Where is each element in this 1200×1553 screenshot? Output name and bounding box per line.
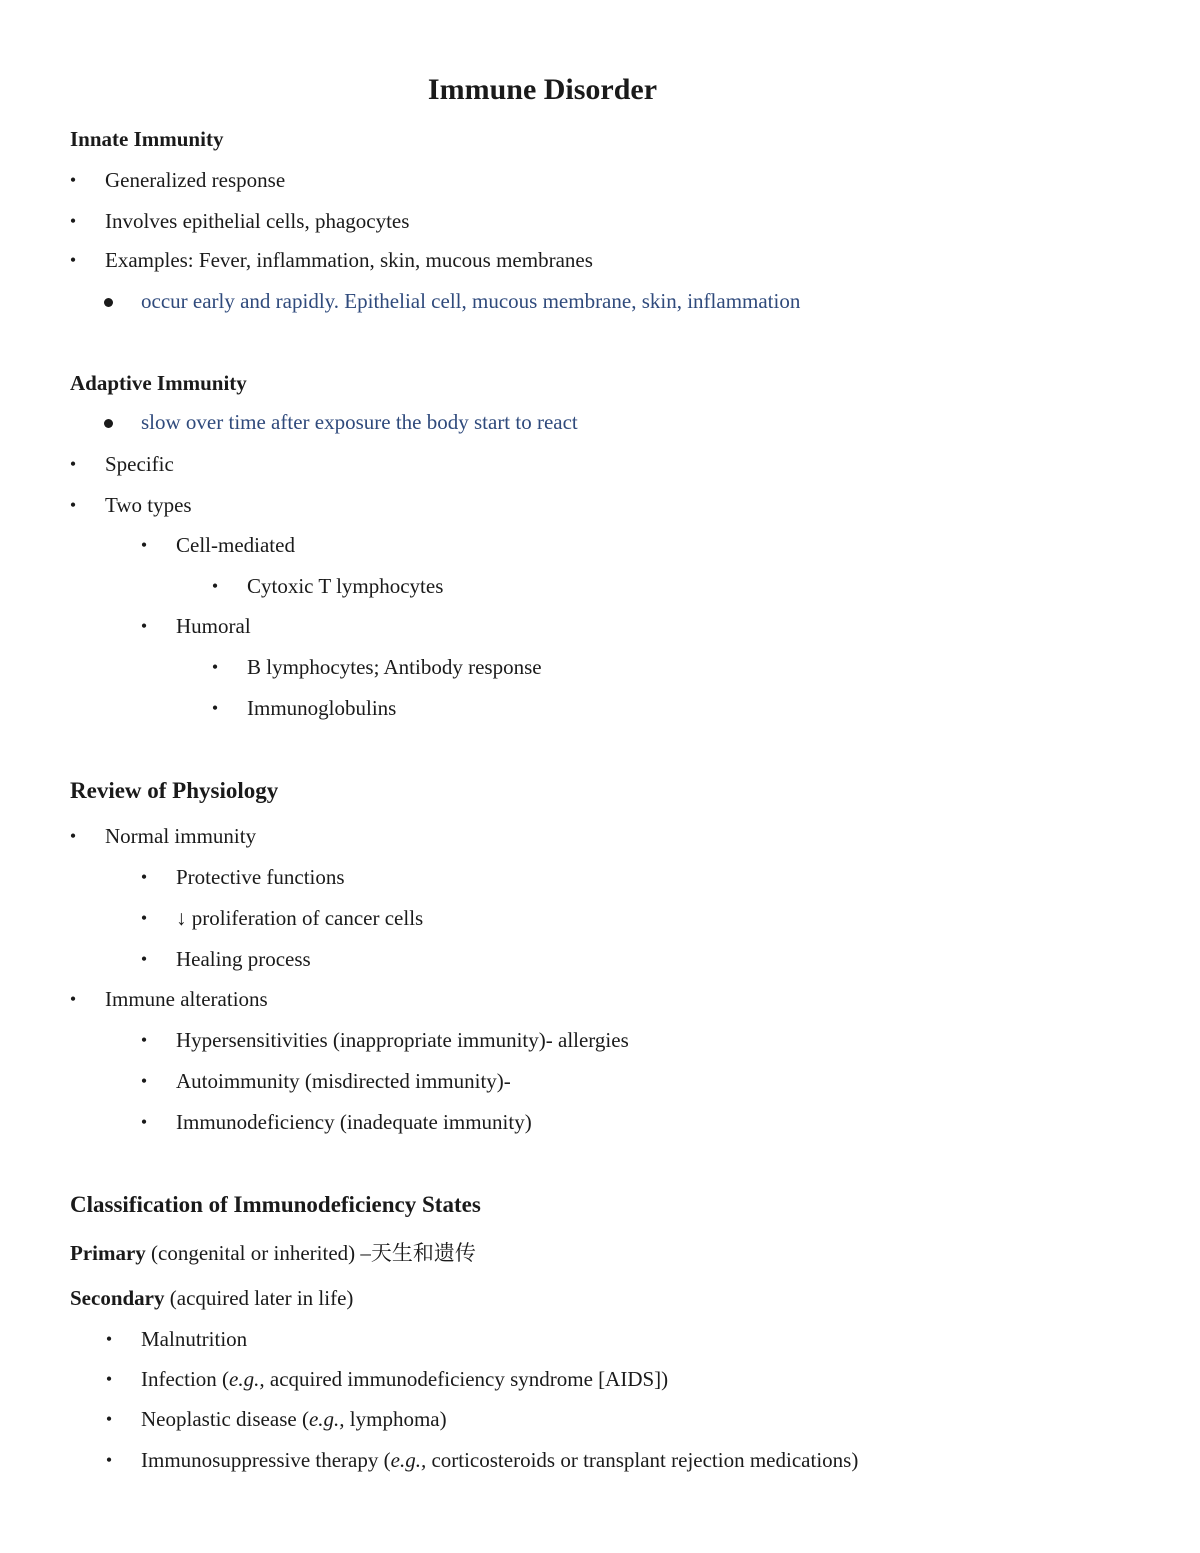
page-title: Immune Disorder <box>427 73 658 106</box>
bullet: • <box>140 616 148 636</box>
item-eg: e.g., <box>229 1367 265 1391</box>
bullet: • <box>211 576 219 596</box>
section-heading-review: Review of Physiology <box>70 778 279 803</box>
item-text: Immunosuppressive therapy ( <box>141 1448 391 1472</box>
bullet: • <box>140 908 148 928</box>
item-eg: e.g., <box>308 1407 345 1431</box>
bullet: • <box>140 1071 148 1091</box>
item-eg: e.g., <box>390 1448 427 1472</box>
bullet: • <box>105 1369 113 1389</box>
primary-line <box>70 1239 476 1267</box>
bullet: • <box>105 1450 113 1470</box>
list-item: ↓ proliferation of cancer cells <box>176 906 424 930</box>
list-item: Examples: Fever, inflammation, skin, mucous membranes <box>105 248 593 272</box>
item-text: Neoplastic disease ( <box>141 1407 309 1431</box>
bullet: • <box>69 454 77 474</box>
list-item: Immunodeficiency (inadequate immunity) <box>176 1110 532 1134</box>
secondary-line <box>70 1284 353 1312</box>
list-item: Specific <box>105 452 174 476</box>
list-item: Normal immunity <box>105 824 257 848</box>
bullet: • <box>69 495 77 515</box>
bullet: • <box>140 535 148 555</box>
list-item: Immune alterations <box>105 987 268 1011</box>
list-item <box>141 1446 858 1474</box>
list-item: Malnutrition <box>141 1327 248 1351</box>
list-item: Hypersensitivities (inappropriate immunity)- allergies <box>176 1028 629 1052</box>
list-item: Humoral <box>176 614 251 638</box>
bullet: • <box>211 698 219 718</box>
item-text: lymphoma) <box>344 1407 447 1431</box>
list-item: Cytoxic T lymphocytes <box>247 574 444 598</box>
bullet-dot <box>104 298 113 307</box>
primary-label: Primary <box>70 1241 146 1265</box>
note-text: occur early and rapidly. Epithelial cell, mucous membrane, skin, inflammation <box>141 289 801 313</box>
list-item: Generalized response <box>105 168 286 192</box>
item-text: corticosteroids or transplant rejection medications) <box>426 1448 859 1472</box>
bullet: • <box>69 211 77 231</box>
secondary-label: Secondary <box>70 1286 165 1310</box>
list-item: Cell-mediated <box>176 533 295 557</box>
primary-text: (congenital or inherited) –天生和遗传 <box>145 1241 476 1265</box>
bullet: • <box>105 1329 113 1349</box>
secondary-text: (acquired later in life) <box>164 1286 354 1310</box>
item-text: Infection ( <box>141 1367 230 1391</box>
bullet: • <box>69 250 77 270</box>
bullet: • <box>69 826 77 846</box>
list-item: Autoimmunity (misdirected immunity)- <box>176 1069 511 1093</box>
bullet: • <box>69 989 77 1009</box>
list-item: Protective functions <box>176 865 345 889</box>
list-item: Healing process <box>176 947 311 971</box>
note-text: slow over time after exposure the body start to react <box>141 410 578 434</box>
bullet: • <box>140 867 148 887</box>
bullet: • <box>105 1409 113 1429</box>
list-item: B lymphocytes; Antibody response <box>247 655 542 679</box>
list-item <box>141 1365 668 1393</box>
bullet: • <box>140 949 148 969</box>
section-heading-innate: Innate Immunity <box>70 127 224 151</box>
list-item: Immunoglobulins <box>247 696 397 720</box>
list-item: Involves epithelial cells, phagocytes <box>105 209 410 233</box>
list-item <box>141 1405 447 1433</box>
bullet: • <box>140 1030 148 1050</box>
list-item: Two types <box>105 493 192 517</box>
item-text: acquired immunodeficiency syndrome [AIDS]) <box>264 1367 669 1391</box>
bullet: • <box>140 1112 148 1132</box>
bullet-dot <box>104 419 113 428</box>
section-heading-adaptive: Adaptive Immunity <box>70 371 247 395</box>
bullet: • <box>69 170 77 190</box>
bullet: • <box>211 657 219 677</box>
section-heading-classification: Classification of Immunodeficiency States <box>70 1192 481 1217</box>
